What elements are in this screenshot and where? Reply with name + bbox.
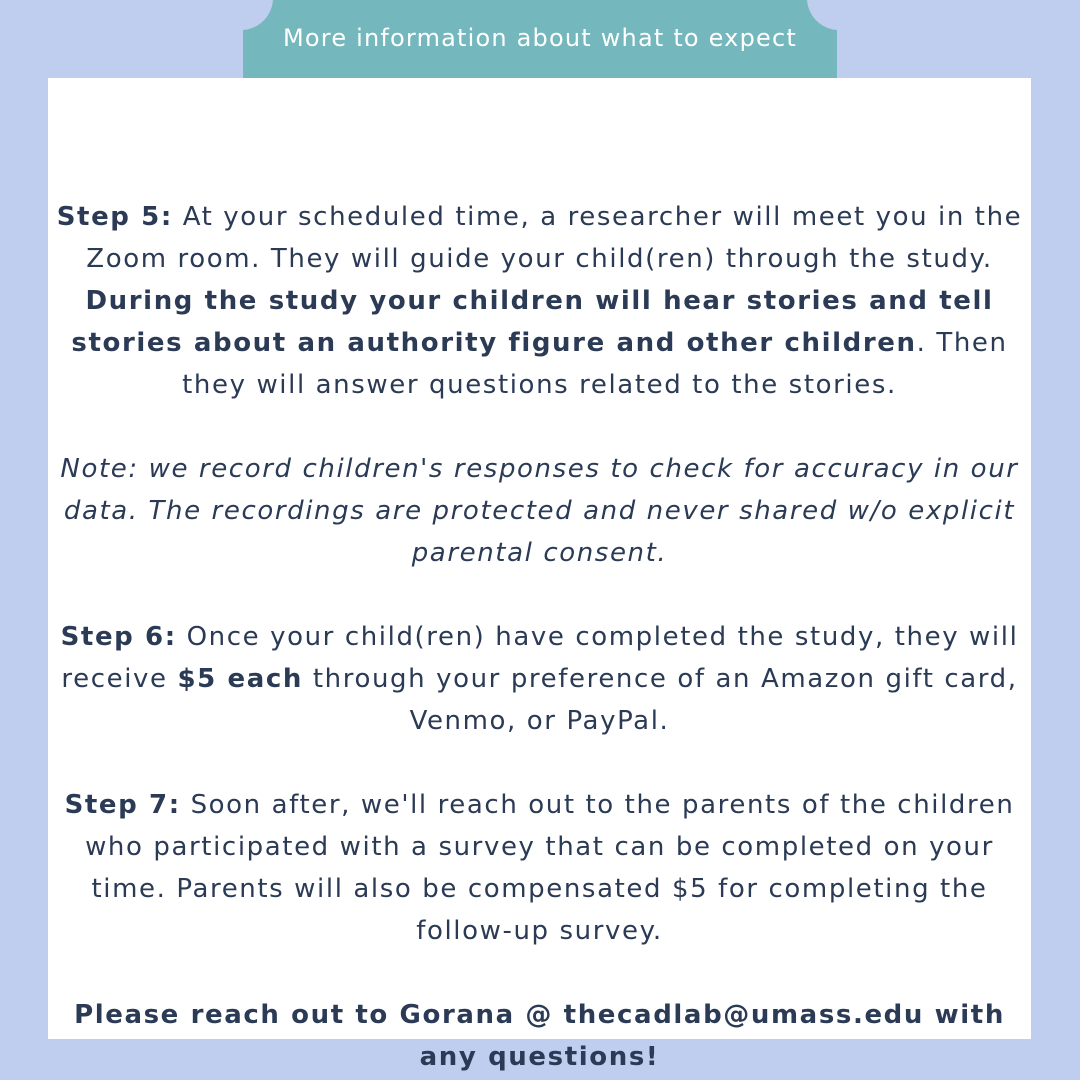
info-card (48, 78, 1031, 1072)
spacer (48, 952, 1031, 994)
step-7-label: Step 7: (64, 790, 181, 820)
step-5-label: Step 5: (56, 202, 173, 232)
step-7-paragraph (48, 784, 1031, 952)
spacer (48, 406, 1031, 448)
header-title: More information about what to expect (282, 24, 797, 52)
step-6-text-2: through your preference of an Amazon gift card, Venmo, or PayPal. (303, 664, 1018, 736)
step-6-paragraph (48, 616, 1031, 742)
contact-paragraph: Please reach out to Gorana @ thecadlab@umass.edu with any questions! (74, 1000, 1005, 1072)
header-tab (243, 0, 837, 80)
step-5-text-1: At your scheduled time, a researcher will meet you in the Zoom room. They will guide your child(ren) through the study. (86, 202, 1023, 274)
step-5-paragraph (48, 196, 1031, 406)
step-5-text-2: . Then they will answer questions related to the stories. (182, 328, 1008, 400)
info-content (48, 196, 1031, 1078)
step-5-bold-text: During the study your children will hear stories and tell stories about an authority figure and other children (71, 286, 994, 358)
spacer (48, 742, 1031, 784)
step-7-text: Soon after, we'll reach out to the parents of the children who participated with a survey that can be completed on your time. Parents will also be compensated $5 for completing the follow-up survey. (85, 790, 1015, 946)
step-6-bold-text: $5 each (177, 664, 304, 694)
step-6-label: Step 6: (60, 622, 177, 652)
note-paragraph: Note: we record children's responses to check for accuracy in our data. The recordings are protected and never shared w/o explicit parental consent. (60, 454, 1019, 568)
step-6-text-1: Once your child(ren) have completed the study, they will receive (61, 622, 1019, 694)
spacer (48, 574, 1031, 616)
